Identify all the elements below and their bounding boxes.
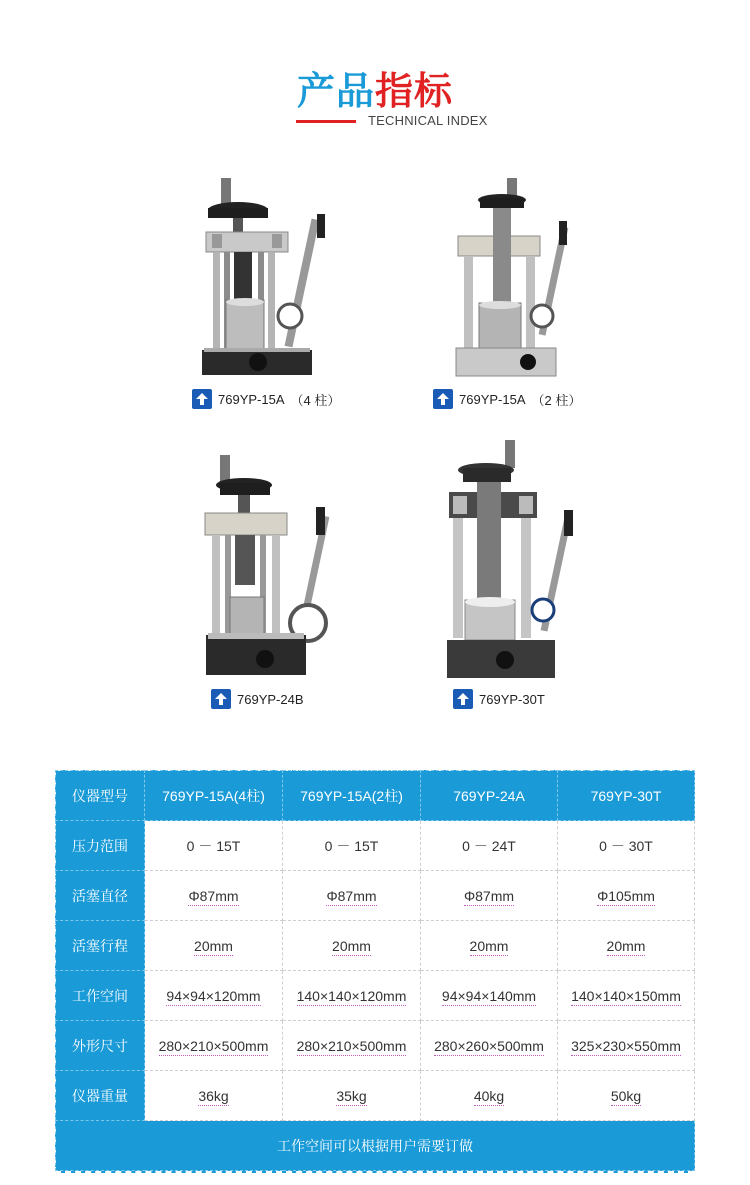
product-model: 769YP-30T <box>479 691 545 707</box>
cell-value: 140×140×150mm <box>571 987 681 1004</box>
page-subtitle: TECHNICAL INDEX <box>368 113 488 128</box>
table-cell <box>145 971 283 1021</box>
product-caption-4 <box>453 689 545 709</box>
cell-value: 280×260×500mm <box>434 1037 544 1054</box>
table-footer-note: 工作空间可以根据用户需要订做 <box>56 1121 695 1171</box>
product-caption-2 <box>433 389 581 409</box>
table-cell: 0 － 15T <box>145 821 283 871</box>
row-label: 活塞行程 <box>56 921 145 971</box>
arrow-up-icon <box>433 389 453 409</box>
product-image-769yp-24b <box>200 455 335 680</box>
table-row <box>56 1071 695 1121</box>
table-cell <box>283 971 421 1021</box>
table-cell <box>283 871 421 921</box>
table-cell <box>421 921 558 971</box>
cell-value: 50kg <box>610 1087 642 1104</box>
table-cell <box>421 1071 558 1121</box>
cell-value: 325×230×550mm <box>571 1037 681 1054</box>
arrow-up-icon <box>192 389 212 409</box>
row-label: 活塞直径 <box>56 871 145 921</box>
product-caption-1 <box>192 389 340 409</box>
table-cell <box>558 871 695 921</box>
header-model: 769YP-30T <box>558 771 695 821</box>
table-cell <box>145 1021 283 1071</box>
title-underline <box>296 120 356 123</box>
cell-value: 280×210×500mm <box>158 1037 269 1054</box>
cell-value: 94×94×120mm <box>166 987 261 1004</box>
table-footer-row <box>56 1121 695 1171</box>
cell-value: 140×140×120mm <box>296 987 407 1004</box>
cell-value: Φ87mm <box>463 887 515 904</box>
table-cell <box>421 871 558 921</box>
table-header-row <box>56 771 695 821</box>
cell-value: 20mm <box>332 937 371 954</box>
product-image-769yp-15a-4-pillar <box>188 178 338 383</box>
product-detail: （2 柱） <box>531 392 582 408</box>
table-row <box>56 1021 695 1071</box>
table-cell <box>145 1071 283 1121</box>
cell-value: 40kg <box>473 1087 505 1104</box>
row-label: 外形尺寸 <box>56 1021 145 1071</box>
header-model: 769YP-24A <box>421 771 558 821</box>
table-row <box>56 921 695 971</box>
table-cell <box>558 971 695 1021</box>
page-title <box>0 60 750 115</box>
cell-value: Φ87mm <box>326 887 377 904</box>
table-cell <box>558 1071 695 1121</box>
cell-value: 20mm <box>469 937 509 954</box>
row-label: 压力范围 <box>56 821 145 871</box>
table-cell <box>558 921 695 971</box>
table-cell <box>558 1021 695 1071</box>
table-row <box>56 971 695 1021</box>
title-part-blue: 产品 <box>296 69 375 113</box>
cell-value: 20mm <box>606 937 646 954</box>
table-cell <box>145 921 283 971</box>
product-image-769yp-30t <box>443 440 578 680</box>
table-cell <box>421 1021 558 1071</box>
table-cell <box>145 871 283 921</box>
row-label: 仪器重量 <box>56 1071 145 1121</box>
table-cell: 0 － 15T <box>283 821 421 871</box>
cell-value: Φ87mm <box>188 887 239 904</box>
product-caption-3 <box>211 689 304 709</box>
arrow-up-icon <box>453 689 473 709</box>
cell-value: 20mm <box>194 937 233 954</box>
arrow-up-icon <box>211 689 231 709</box>
header-model: 769YP-15A(2柱) <box>283 771 421 821</box>
header-label: 仪器型号 <box>56 771 145 821</box>
cell-value: 36kg <box>198 1087 229 1104</box>
spec-table <box>55 770 695 1171</box>
row-label: 工作空间 <box>56 971 145 1021</box>
table-cell: 0 － 24T <box>421 821 558 871</box>
header-model: 769YP-15A(4柱) <box>145 771 283 821</box>
table-row <box>56 871 695 921</box>
product-model: 769YP-15A <box>459 391 526 407</box>
table-cell <box>283 921 421 971</box>
product-detail: （4 柱） <box>290 392 341 408</box>
product-model: 769YP-15A <box>218 391 285 407</box>
table-cell <box>421 971 558 1021</box>
table-cell <box>283 1021 421 1071</box>
title-part-red: 指标 <box>375 69 454 113</box>
cell-value: 280×210×500mm <box>296 1037 407 1054</box>
product-image-769yp-15a-2-pillar <box>450 178 580 383</box>
table-row <box>56 821 695 871</box>
product-model: 769YP-24B <box>237 691 304 707</box>
cell-value: 94×94×140mm <box>441 987 537 1004</box>
cell-value: 35kg <box>336 1087 367 1104</box>
cell-value: Φ105mm <box>597 887 655 904</box>
table-cell <box>283 1071 421 1121</box>
table-cell: 0 － 30T <box>558 821 695 871</box>
